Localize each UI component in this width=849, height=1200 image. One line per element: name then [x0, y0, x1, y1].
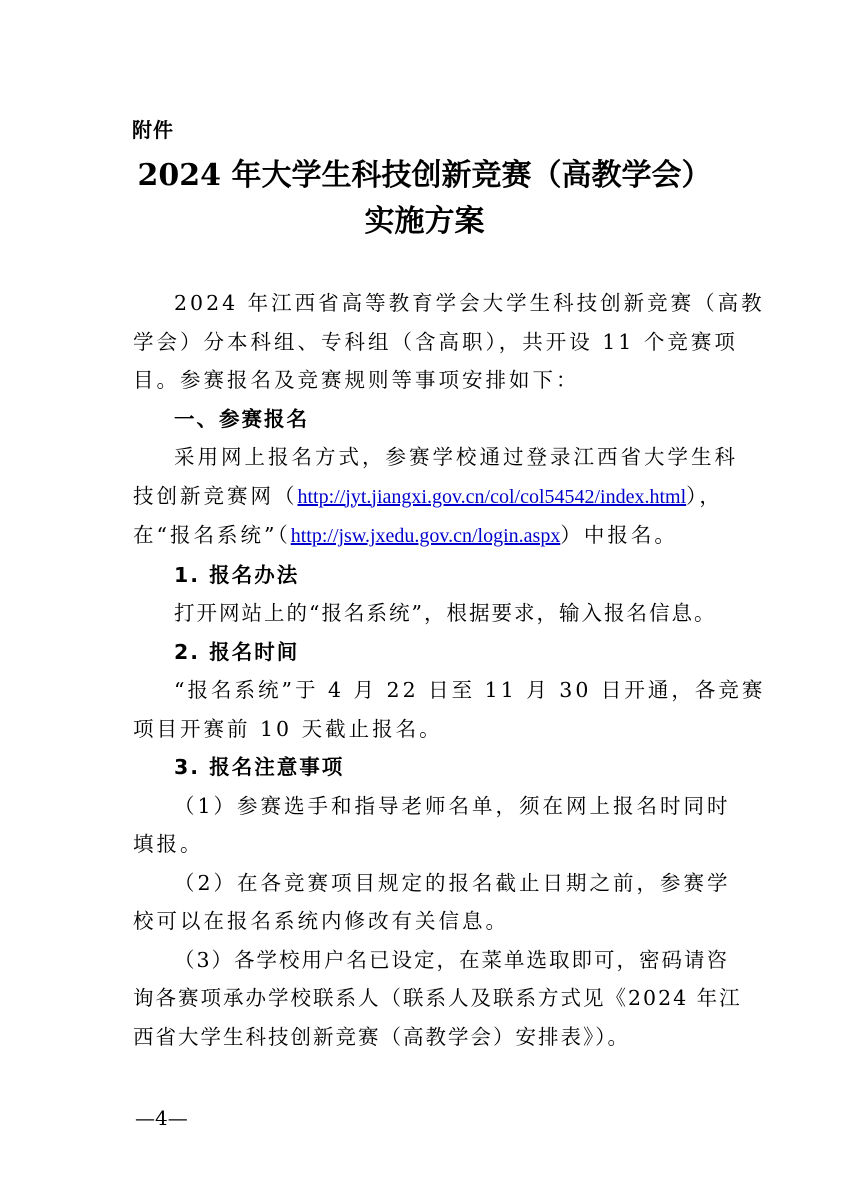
- item-3-line-3: 西省大学生科技创新竞赛（高教学会）安排表》）。: [133, 1024, 630, 1049]
- subsection-1-text: 打开网站上的“报名系统”，根据要求，输入报名信息。: [174, 601, 717, 625]
- competition-website-link[interactable]: http://jyt.jiangxi.gov.cn/col/col54542/index.html: [297, 485, 687, 508]
- item-3-line-2: 询各赛项承办学校联系人（联系人及联系方式见《2024 年江: [133, 986, 742, 1010]
- section-1-line-3: [133, 516, 723, 556]
- section-1-line-2: [133, 477, 723, 517]
- section-1-line-3-prefix: 在“报名系统”（: [133, 523, 291, 547]
- subsection-3-heading: 3. 报名注意事项: [174, 755, 345, 779]
- item-2-line-1: （2）在各竞赛项目规定的报名截止日期之前，参赛学: [174, 870, 731, 895]
- subsection-2-heading: 2. 报名时间: [174, 639, 300, 664]
- document-body: [133, 284, 766, 1056]
- section-1-line-2-prefix: 技创新竞赛网（: [133, 483, 298, 508]
- section-1-line-1: 采用网上报名方式，参赛学校通过登录江西省大学生科: [174, 445, 738, 469]
- intro-line-2: 学会）分本科组、专科组（含高职），共开设 11 个竞赛项: [133, 329, 738, 354]
- subsection-1-heading: 1. 报名办法: [174, 562, 300, 587]
- subsection-2-line-1: “报名系统”于 4 月 22 日至 11 月 30 日开通，各竞赛: [174, 678, 766, 702]
- section-1-line-3-suffix: ）中报名。: [560, 523, 678, 547]
- section-1-heading: 一、参赛报名: [174, 406, 309, 431]
- intro-line-1: 2024 年江西省高等教育学会大学生科技创新竞赛（高教: [174, 291, 765, 315]
- page-number: —4—: [135, 1106, 188, 1130]
- item-1-line-1: （1）参赛选手和指导老师名单，须在网上报名时同时: [174, 793, 731, 818]
- subsection-2-line-2: 项目开赛前 10 天截止报名。: [133, 716, 443, 741]
- section-1-line-2-suffix: ），: [686, 483, 723, 508]
- item-1-line-2: 填报。: [133, 832, 204, 856]
- intro-line-3: 目。参赛报名及竞赛规则等事项安排如下：: [133, 368, 580, 392]
- document-title-line2: 实施方案: [364, 204, 485, 239]
- item-2-line-2: 校可以在报名系统内修改有关信息。: [133, 909, 509, 933]
- document-title-line1: 2024 年大学生科技创新竞赛（高教学会）: [137, 158, 712, 193]
- attachment-label: 附件: [132, 118, 174, 142]
- registration-system-link[interactable]: http://jsw.jxedu.gov.cn/login.aspx: [290, 525, 561, 547]
- item-3-line-1: （3）各学校用户名已设定，在菜单选取即可，密码请咨: [174, 947, 730, 972]
